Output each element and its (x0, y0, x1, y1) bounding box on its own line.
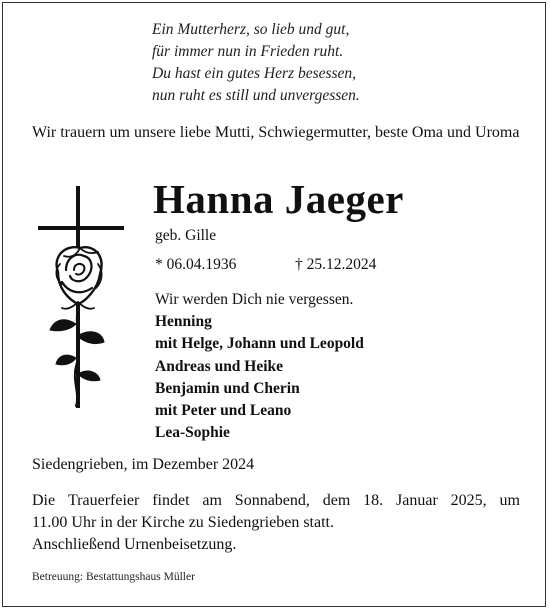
poem-line: Du hast ein gutes Herz besessen, (152, 65, 357, 82)
poem-line: Ein Mutterherz, so lieb und gut, (152, 21, 350, 38)
poem-line: für immer nun in Frieden ruht. (152, 43, 344, 60)
deceased-name: Hanna Jaeger (153, 176, 404, 222)
family-name-line: mit Helge, Johann und Leopold (155, 335, 364, 353)
service-word: findet (152, 492, 190, 509)
cross-with-rose-icon (36, 186, 126, 416)
funeral-service-info (32, 490, 520, 556)
maiden-name: geb. Gille (155, 227, 217, 244)
service-word: Januar (396, 492, 438, 509)
poem (152, 19, 360, 107)
place-date: Siedengrieben, im Dezember 2024 (32, 456, 255, 473)
service-word: Die (32, 492, 56, 509)
family-signatures (155, 289, 364, 444)
death-date: † 25.12.2024 (295, 256, 377, 273)
family-name-line: Lea-Sophie (155, 424, 230, 442)
intro-text: Wir trauern um unsere liebe Mutti, Schwiegermutter, beste Oma und Uroma (32, 124, 520, 141)
funeral-home-credit: Betreuung: Bestattungshaus Müller (32, 571, 195, 583)
service-word: um (499, 492, 520, 509)
birth-date: * 06.04.1936 (155, 256, 237, 273)
service-word: dem (322, 492, 351, 509)
service-word: 18. (363, 492, 384, 509)
service-word: Sonnabend, (234, 492, 310, 509)
service-line-1 (32, 490, 520, 512)
service-word: Trauerfeier (67, 492, 140, 509)
family-name-line: Henning (155, 313, 212, 331)
service-word: 2025, (450, 492, 487, 509)
service-line-3: Anschließend Urnenbeisetzung. (32, 536, 237, 553)
family-name-line: mit Peter und Leano (155, 402, 292, 420)
poem-line: nun ruht es still und unvergessen. (152, 87, 360, 104)
service-word: am (202, 492, 222, 509)
family-name-line: Benjamin und Cherin (155, 379, 300, 397)
family-message: Wir werden Dich nie vergessen. (155, 291, 354, 308)
family-name-line: Andreas und Heike (155, 357, 284, 375)
service-line-2: 11.00 Uhr in der Kirche zu Siedengrieben statt. (32, 514, 334, 531)
